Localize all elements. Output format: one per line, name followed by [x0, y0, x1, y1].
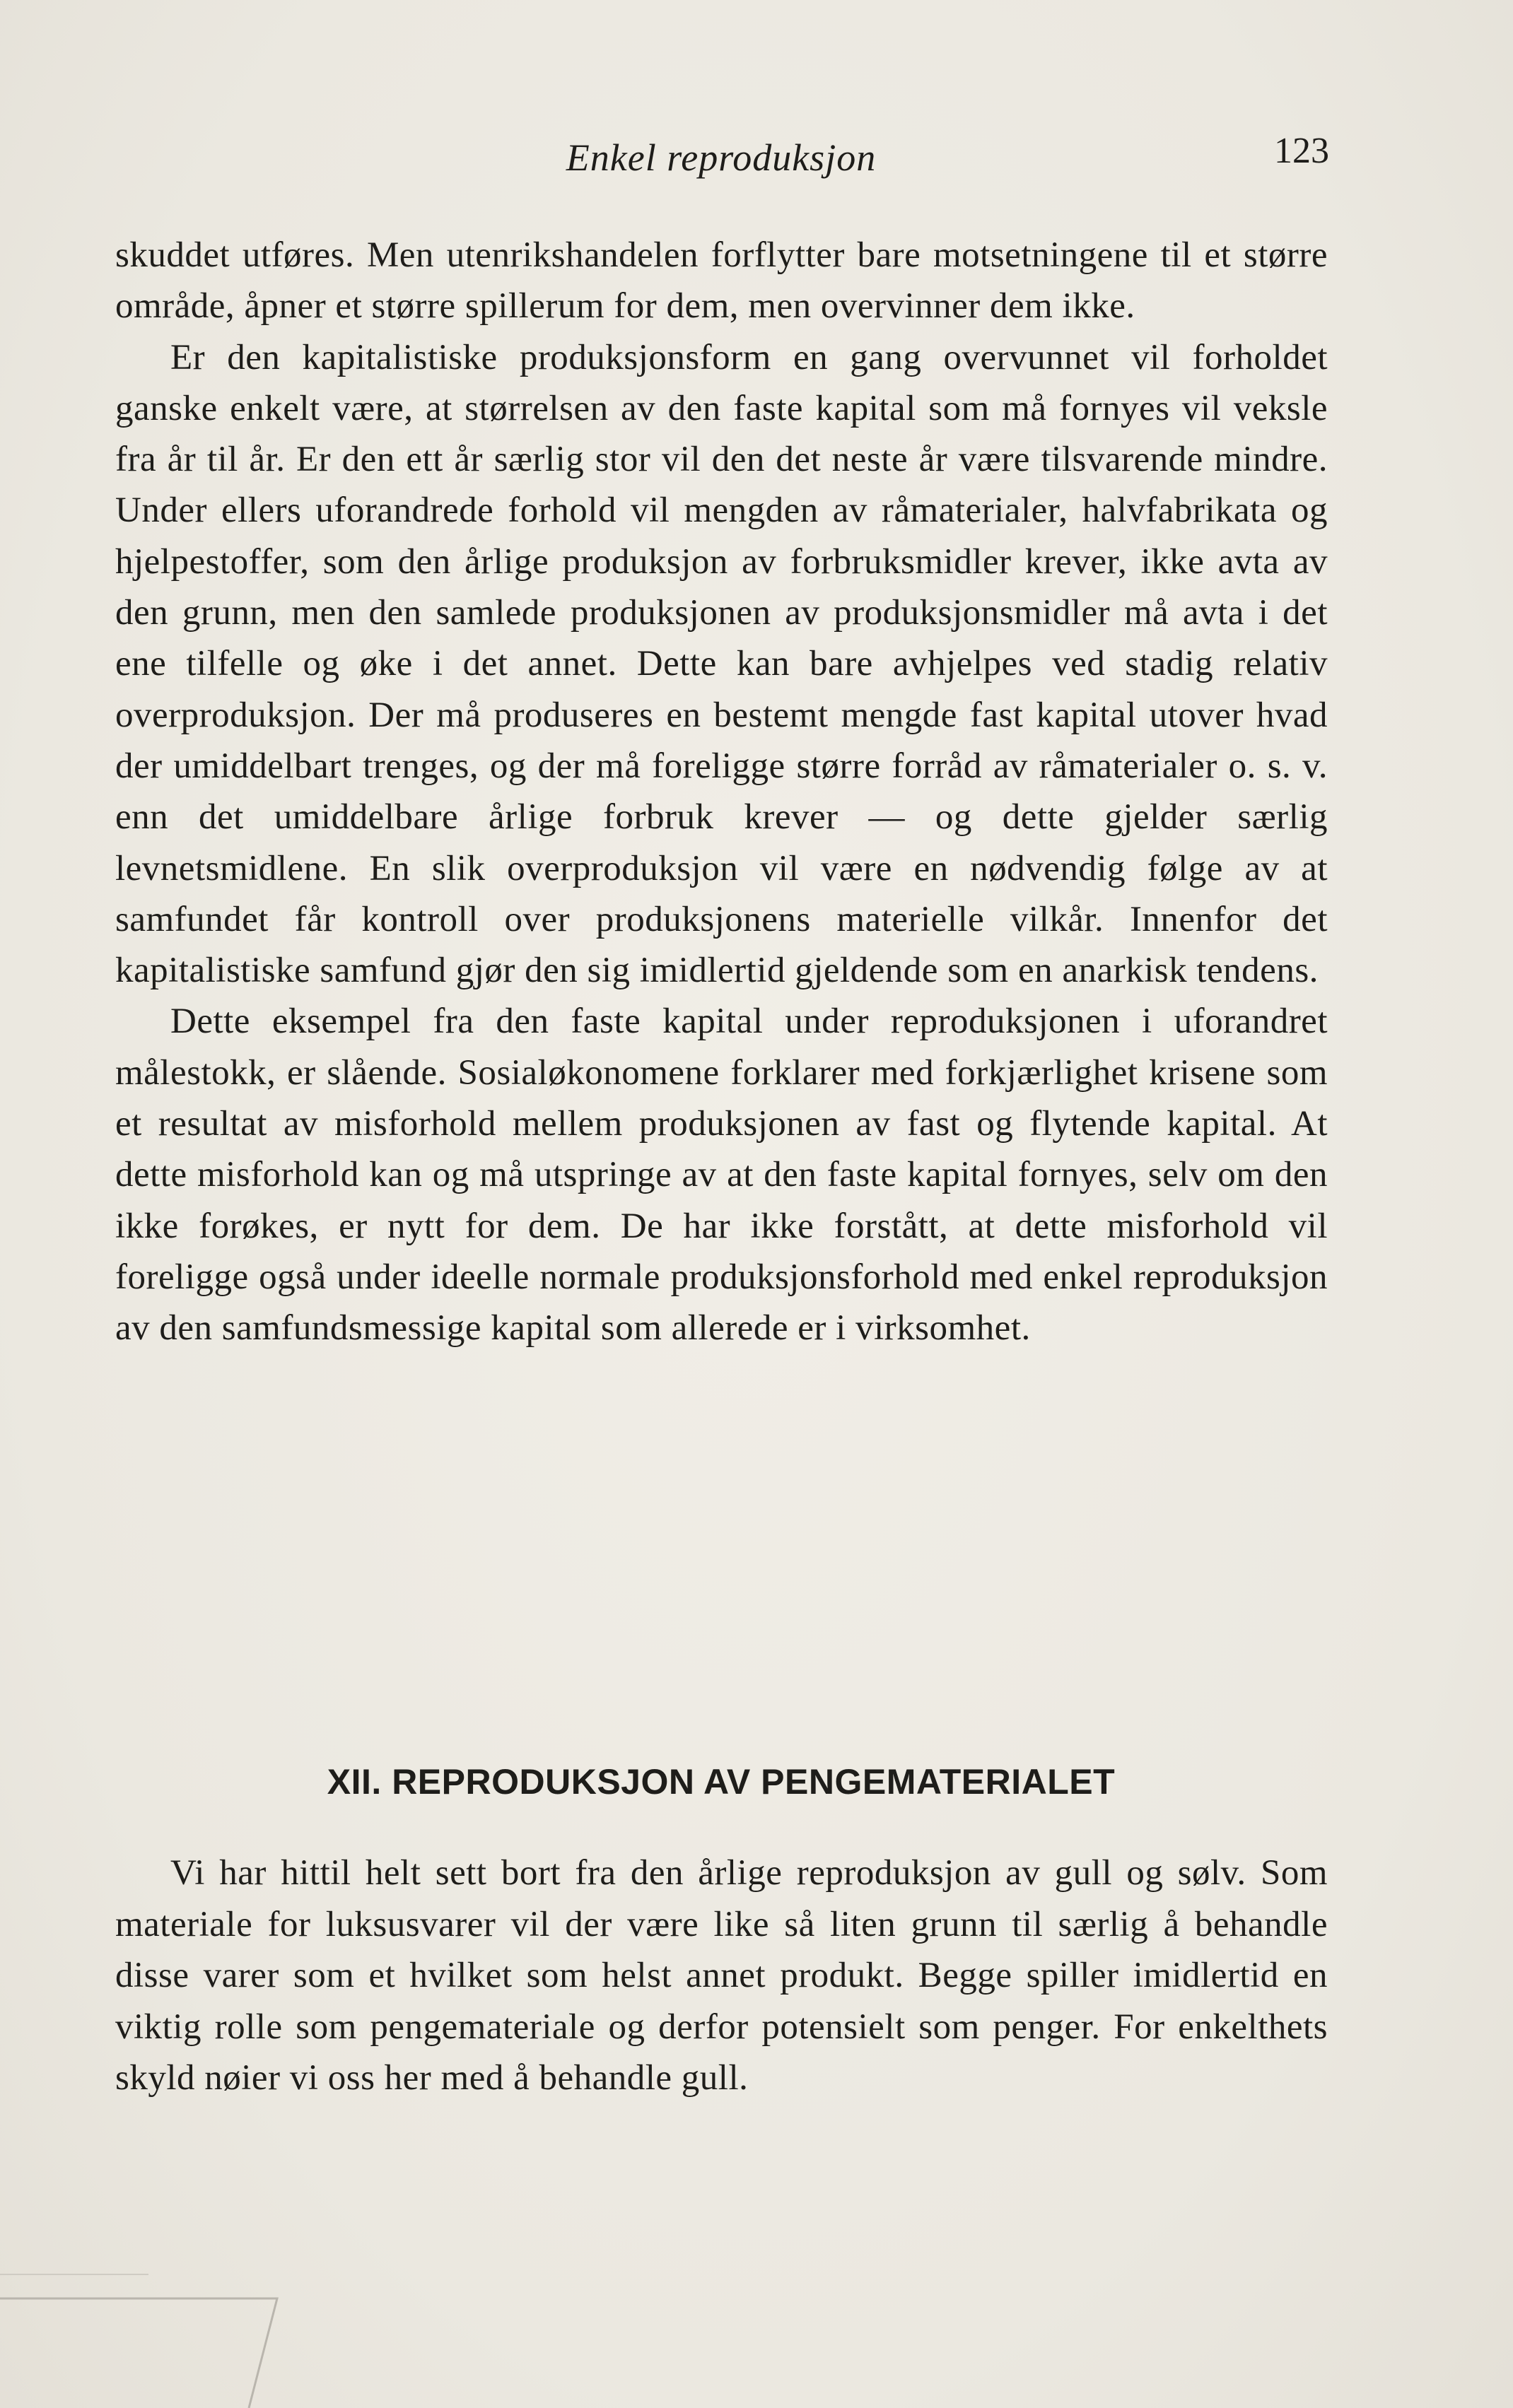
running-title: Enkel reproduksjon	[566, 136, 877, 179]
paragraph-continuation: skuddet utføres. Men utenrikshandelen forflytter bare motsetningene til et større område, åpner et større spillerum for dem, men overvinner dem ikke.	[115, 235, 1328, 327]
section-heading: XII. REPRODUKSJON AV PENGEMATERIALET	[327, 1762, 1116, 1802]
paragraph-example: Dette eksempel fra den faste kapital under reproduksjonen i uforandret målestokk, er slående. Sosialøkonomene forklarer med forkjærlighet krisene som et resultat av misforhold mellem produksjonen av fast og flytende kapital. At dette misforhold kan og må utspringe av at den faste kapital fornyes, selv om den ikke forøkes, er nytt for dem. De har ikke forstått, at dette misforhold vil foreligge også under ideelle normale produksjonsforhold med enkel reproduksjon av den samfundsmessige kapital som allerede er i virksomhet.	[115, 1002, 1328, 1349]
scan-artifact-lines	[0, 2262, 297, 2408]
page-header	[113, 127, 1329, 191]
page-number: 123	[1274, 131, 1329, 171]
paragraph-gold-silver: Vi har hittil helt sett bort fra den årlige reproduksjon av gull og sølv. Som materiale for luksusvarer vil der være like så liten grunn til særlig å behandle disse varer som et hvilket som helst annet produkt. Begge spiller imidlertid en viktig rolle som pengemateriale og derfor potensielt som penger. For enkelthets skyld nøier vi oss her med å behandle gull.	[115, 1853, 1328, 2098]
paragraph-fixed-capital: Er den kapitalistiske produksjonsform en gang overvunnet vil forholdet ganske enkelt være, at størrelsen av den faste kapital som må fornyes vil veksle fra år til år. Er den ett år særlig stor vil den det neste år være tilsvarende mindre. Under ellers uforandrede forhold vil mengden av råmaterialer, halvfabrikata og hjelpestoffer, som den årlige produksjon av forbruksmidler krever, ikke avta av den grunn, men den samlede produksjonen av produksjonsmidler må avta i det ene tilfelle og øke i det annet. Dette kan bare avhjelpes ved stadig relativ overproduksjon. Der må produseres en bestemt mengde fast kapital utover hvad der umiddelbart trenges, og der må foreligge større forråd av råmaterialer o. s. v. enn det umiddelbare årlige forbruk krever — og dette gjelder særlig levnetsmidlene. En slik overproduksjon vil være en nødvendig følge av at samfundet får kontroll over produksjonens materielle vilkår. Innenfor det kapitalistiske samfund gjør den sig imidlertid gjeldende som en anarkisk tendens.	[115, 337, 1328, 991]
body-text	[115, 230, 1328, 1354]
section-text	[115, 1848, 1328, 2104]
